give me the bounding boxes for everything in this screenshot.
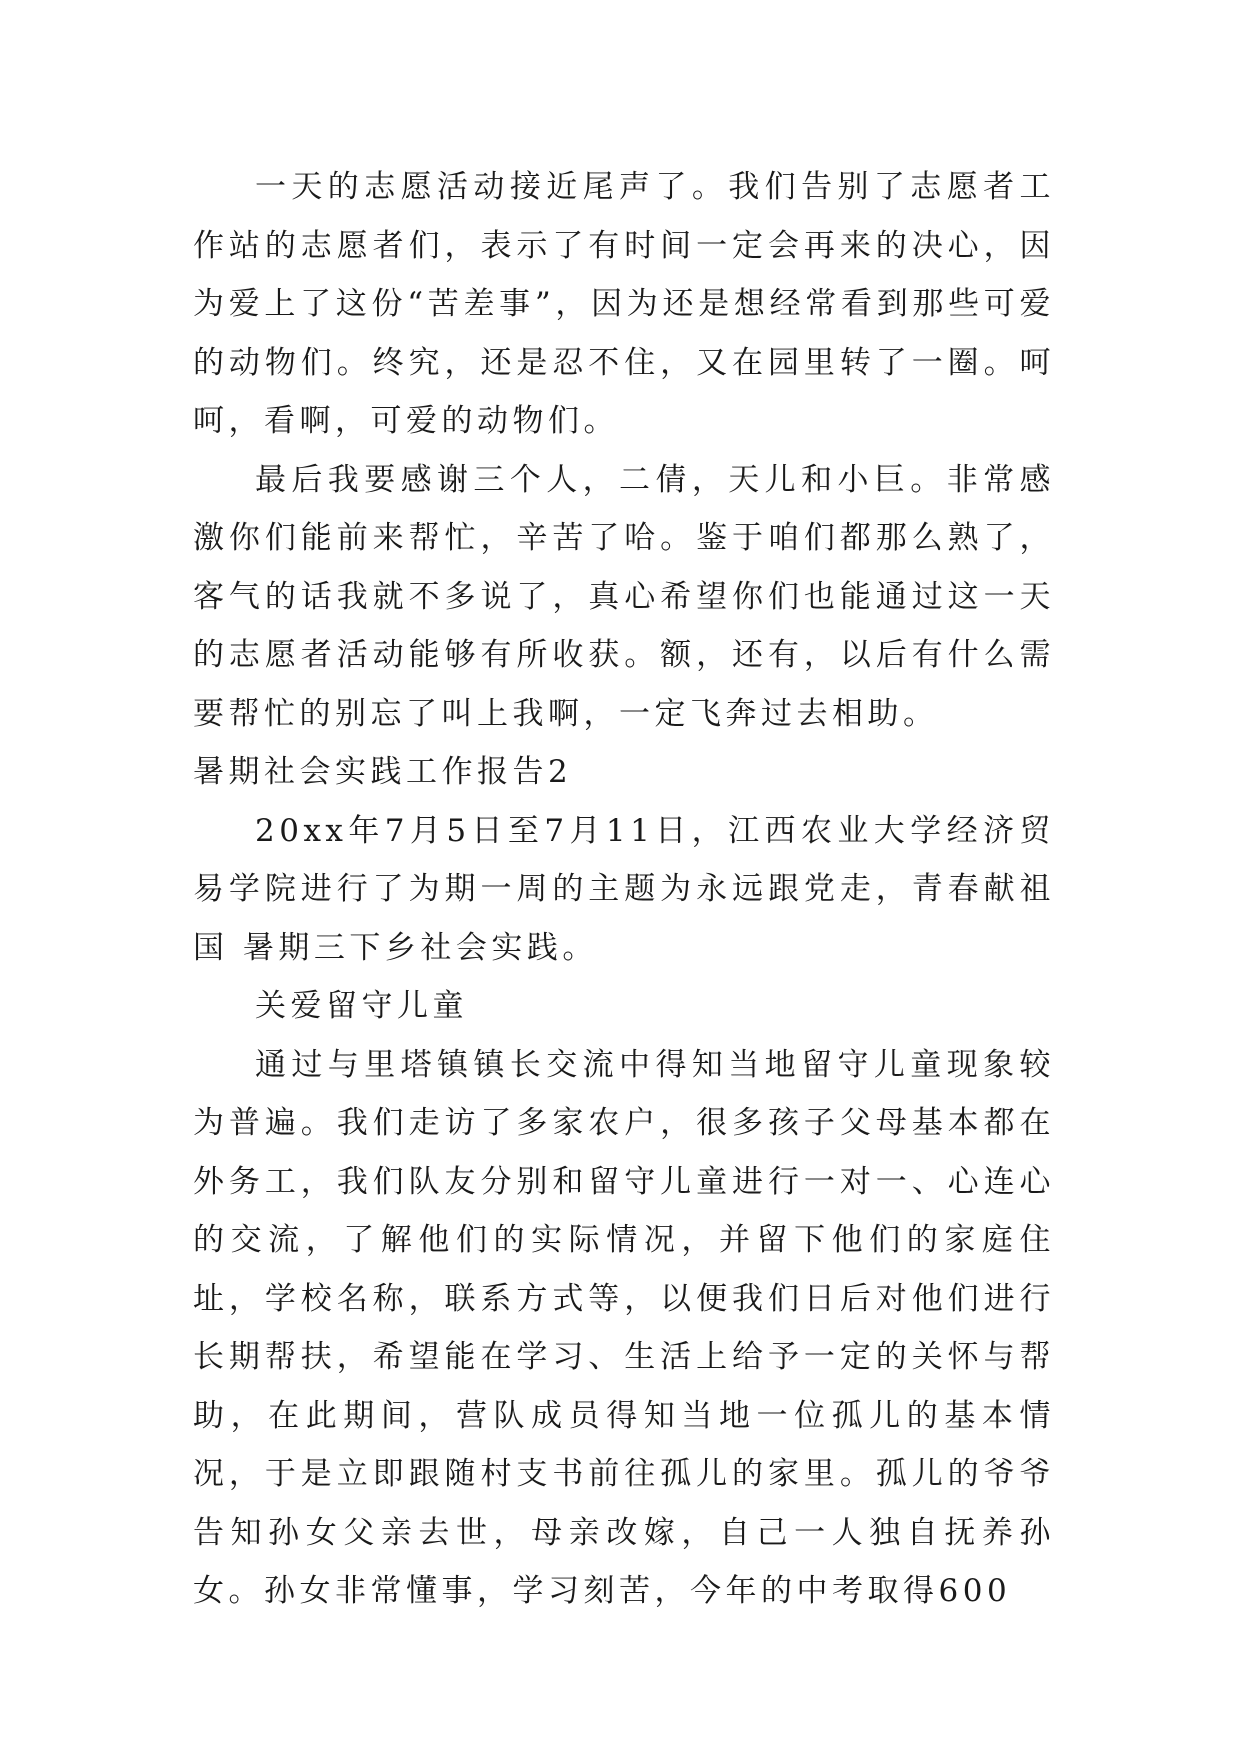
paragraph-left-behind-children: 通过与里塔镇镇长交流中得知当地留守儿童现象较为普遍。我们走访了多家农户，很多孩子父母基本都在外务工，我们队友分别和留守儿童进行一对一、心连心的交流，了解他们的实际情况，并留下他们的家庭住址，学校名称，联系方式等，以便我们日后对他们进行长期帮扶，希望能在学习、生活上给予一定的关怀与帮助，在此期间，营队成员得知当地一位孤儿的基本情况，于是立即跟随村支书前往孤儿的家里。孤儿的爷爷告知孙女父亲去世，母亲改嫁，自己一人独自抚养孙女。孙女非常懂事，学习刻苦，今年的中考取得600 — [193, 1046, 1055, 1609]
paragraph-thanks: 最后我要感谢三个人，二倩，天儿和小巨。非常感激你们能前来帮忙，辛苦了哈。鉴于咱们都那么熟了，客气的话我就不多说了，真心希望你们也能通过这一天的志愿者活动能够有所收获。额，还有，以后有什么需要帮忙的别忘了叫上我啊，一定飞奔过去相助。 — [193, 461, 1055, 732]
section-heading-left-behind-children: 关爱留守儿童 — [255, 988, 468, 1024]
paragraph-volunteer-end: 一天的志愿活动接近尾声了。我们告别了志愿者工作站的志愿者们，表示了有时间一定会再来的决心，因为爱上了这份“苦差事”，因为还是想经常看到那些可爱的动物们。终究，还是忍不住，又在园里转了一圈。呵呵，看啊，可爱的动物们。 — [193, 169, 1055, 439]
paragraph-practice-intro: 20xx年7月5日至7月11日，江西农业大学经济贸易学院进行了为期一周的主题为永远跟党走，青春献祖国 暑期三下乡社会实践。 — [193, 812, 1055, 966]
document-page — [193, 158, 1055, 1621]
report-title: 暑期社会实践工作报告2 — [193, 754, 573, 790]
